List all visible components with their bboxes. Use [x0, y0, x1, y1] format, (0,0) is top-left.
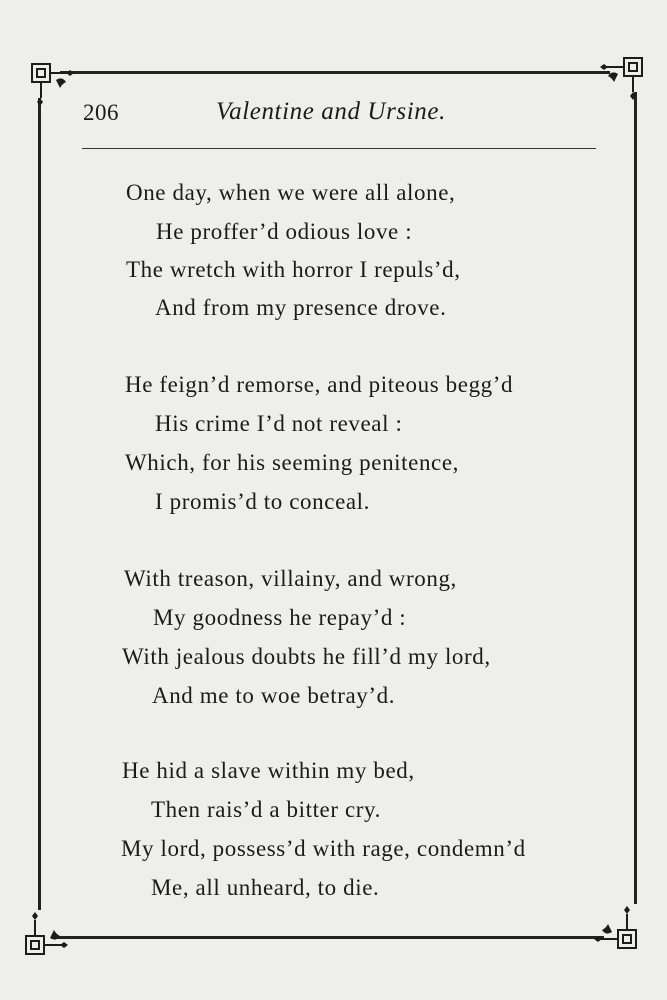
verse-line: He hid a slave within my bed,	[122, 758, 415, 783]
running-title: Valentine and Ursine.	[216, 98, 446, 125]
corner-ornament-top-left-icon	[26, 58, 76, 108]
border-top-rule	[60, 71, 610, 74]
verse-line: And from my presence drove.	[155, 295, 447, 320]
page-number: 206	[83, 100, 119, 125]
verse-line: Which, for his seeming penitence,	[125, 450, 460, 475]
header-rule	[82, 148, 596, 149]
verse-line: Me, all unheard, to die.	[151, 875, 380, 900]
verse-line: The wretch with horror I repuls’d,	[126, 257, 461, 282]
verse-line: I promis’d to conceal.	[155, 489, 371, 514]
verse-line: His crime I’d not reveal :	[155, 411, 403, 436]
border-right-rule	[634, 92, 637, 904]
border-bottom-rule	[54, 936, 604, 939]
verse-line: And me to woe betray’d.	[152, 683, 396, 708]
verse-line: Then rais’d a bitter cry.	[151, 797, 381, 822]
verse-line: He feign’d remorse, and piteous begg’d	[125, 372, 514, 397]
border-left-rule	[38, 98, 41, 910]
running-header	[80, 100, 600, 134]
verse-line: My lord, possess’d with rage, condemn’d	[121, 836, 526, 861]
verse-line: With jealous doubts he fill’d my lord,	[122, 644, 491, 669]
verse-line: One day, when we were all alone,	[126, 180, 456, 205]
verse-line: He proffer’d odious love :	[156, 219, 413, 244]
verse-line: My goodness he repay’d :	[153, 605, 407, 630]
corner-ornament-bottom-right-icon	[592, 904, 642, 954]
corner-ornament-top-right-icon	[598, 52, 648, 102]
verse-line: With treason, villainy, and wrong,	[124, 566, 457, 591]
corner-ornament-bottom-left-icon	[20, 910, 70, 960]
